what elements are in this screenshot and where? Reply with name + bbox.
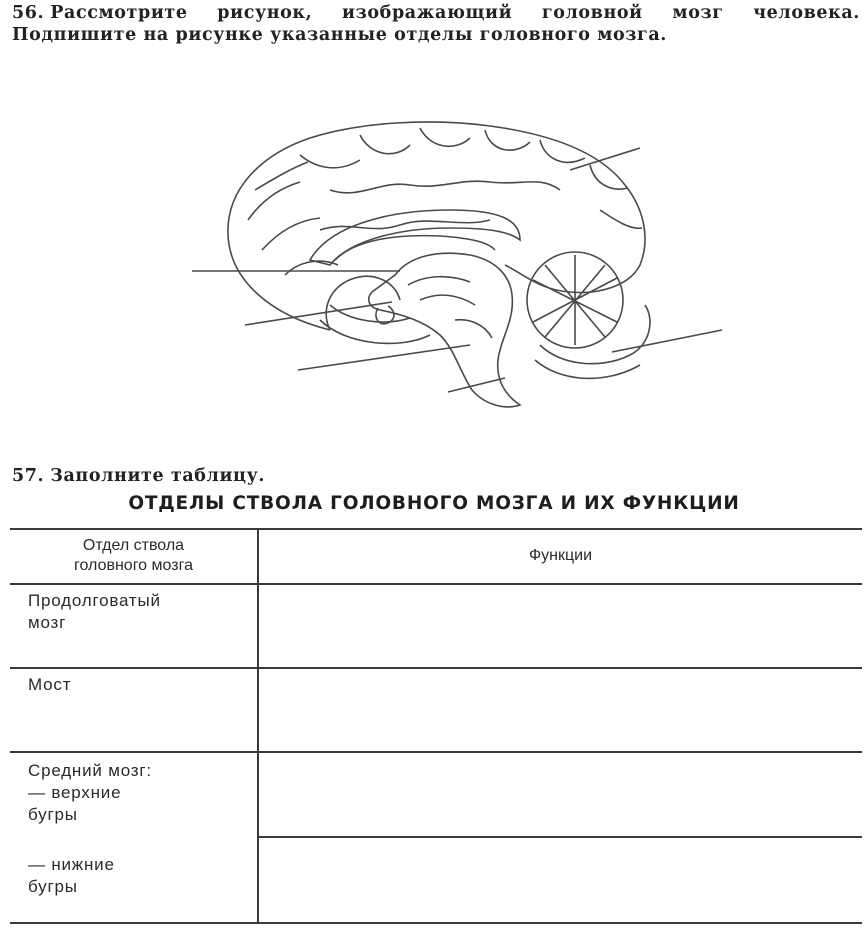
- column-header-section: Отдел ствола головного мозга: [74, 537, 193, 574]
- row-midbrain-lower-label: — нижние бугры: [28, 855, 115, 896]
- task-56-text: Рассмотрите рисунок, изображающий головной мозг человека. Подпишите на рисунке указанные отделы головного мозга.: [12, 3, 860, 45]
- header-bottom-border: [10, 583, 862, 585]
- column-header-functions: Функции: [528, 547, 593, 564]
- brain-illustration: [0, 60, 868, 460]
- row-midbrain-upper-functions[interactable]: [262, 756, 858, 832]
- table-top-border: [10, 528, 862, 530]
- task-56-number: 56.: [12, 3, 45, 23]
- row-midbrain-lower-functions[interactable]: [262, 841, 858, 919]
- row-pons-label: Мост: [28, 675, 72, 694]
- row-medulla-functions[interactable]: [262, 588, 858, 664]
- task-57-number: 57.: [12, 466, 45, 486]
- task-56-instruction: [12, 2, 860, 46]
- task-57-instruction: [12, 466, 265, 486]
- table-title: ОТДЕЛЫ СТВОЛА ГОЛОВНОГО МОЗГА И ИХ ФУНКЦИИ: [128, 493, 740, 514]
- functions-table: [10, 528, 862, 926]
- row-medulla-label: Продолговатый мозг: [28, 591, 161, 632]
- task-57-text: Заполните таблицу.: [50, 466, 266, 486]
- row-2-bottom-border: [10, 751, 862, 753]
- row-1-bottom-border: [10, 667, 862, 669]
- row-3-bottom-border: [258, 836, 862, 838]
- row-midbrain-upper-label: Средний мозг: — верхние бугры: [28, 761, 152, 824]
- table-bottom-border: [10, 922, 862, 924]
- column-divider: [257, 528, 259, 924]
- row-pons-functions[interactable]: [262, 672, 858, 748]
